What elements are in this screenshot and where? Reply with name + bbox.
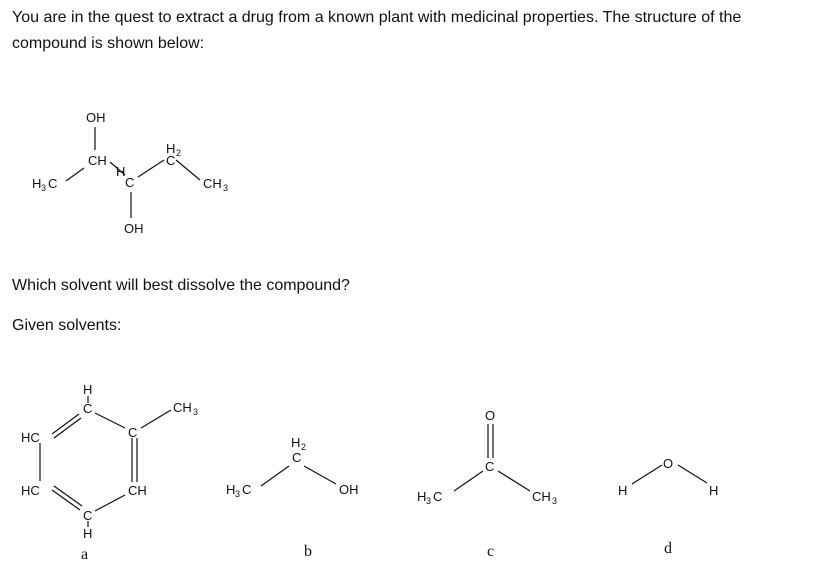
h3c-c: C xyxy=(242,482,252,497)
hydroxyl-top: OH xyxy=(86,110,106,125)
intro-text: You are in the quest to extract a drug from a known plant with medicinal properties. The structure of the compound is shown below: xyxy=(12,9,742,52)
hydrogen-left: H xyxy=(618,483,628,498)
hydrogen-right: H xyxy=(709,483,719,498)
h3c-subscript: 3 xyxy=(426,496,432,506)
bond xyxy=(66,168,84,181)
carbonyl-carbon: C xyxy=(485,459,495,474)
h3c-c: C xyxy=(433,489,443,504)
h2-h: H xyxy=(291,435,301,450)
h3c-subscript: 3 xyxy=(235,489,241,499)
c-atom: C xyxy=(83,508,93,523)
bond xyxy=(52,414,79,434)
ch3-subscript: 3 xyxy=(223,183,229,193)
solvent-label-c: c xyxy=(487,543,495,560)
bond xyxy=(54,486,82,506)
bond xyxy=(498,471,530,491)
h3c-h: H xyxy=(226,482,236,497)
h3c-h: H xyxy=(32,176,42,191)
c-atom: C xyxy=(292,450,302,465)
ch3-subscript: 3 xyxy=(552,496,558,506)
hc-atom: HC xyxy=(21,430,40,445)
compound-structure xyxy=(32,110,228,236)
h-atom: H xyxy=(83,382,93,397)
solvent-label-d: d xyxy=(664,540,672,557)
ch-atom: CH xyxy=(88,153,107,168)
ch3-ch: CH xyxy=(173,400,192,415)
c-atom: C xyxy=(125,175,135,190)
bond xyxy=(141,410,171,428)
ch2-c: C xyxy=(166,153,176,168)
c-atom: C xyxy=(83,401,93,416)
bond xyxy=(52,490,80,510)
h3c-subscript: 3 xyxy=(41,183,47,193)
hc-atom: HC xyxy=(21,483,40,498)
h3c-h: H xyxy=(417,489,427,504)
bond xyxy=(454,471,483,491)
bond xyxy=(176,160,200,180)
question-text: Which solvent will best dissolve the compound? xyxy=(12,277,350,294)
h-atom: H xyxy=(116,164,126,179)
bond xyxy=(304,466,336,484)
h2-h: H xyxy=(166,141,176,156)
bond xyxy=(54,418,81,438)
bond xyxy=(95,413,125,428)
h2-subscript: 2 xyxy=(301,442,307,452)
given-solvents-label: Given solvents: xyxy=(12,317,122,334)
bond xyxy=(632,465,662,484)
solvent-a-structure xyxy=(21,382,198,563)
bond xyxy=(95,495,125,511)
solvent-label-b: b xyxy=(304,543,312,560)
carbonyl-oxygen: O xyxy=(485,408,496,423)
h2-subscript: 2 xyxy=(176,148,182,158)
ch-atom: CH xyxy=(128,483,147,498)
hydroxyl-bottom: OH xyxy=(124,221,144,236)
solvent-c-structure xyxy=(417,408,557,560)
hydroxyl: OH xyxy=(339,482,359,497)
solvent-label-a: a xyxy=(81,546,89,563)
bond xyxy=(138,160,164,177)
h-atom: H xyxy=(83,526,93,541)
c-atom: C xyxy=(128,425,138,440)
ch3-ch: CH xyxy=(203,176,222,191)
solvent-b-structure xyxy=(226,435,359,560)
ch3-ch: CH xyxy=(532,489,551,504)
ch3-subscript: 3 xyxy=(193,407,199,417)
solvent-d-structure xyxy=(618,456,718,557)
bond xyxy=(261,466,289,486)
bond xyxy=(678,465,707,483)
oxygen-atom: O xyxy=(663,456,674,471)
h3c-c: C xyxy=(48,176,58,191)
